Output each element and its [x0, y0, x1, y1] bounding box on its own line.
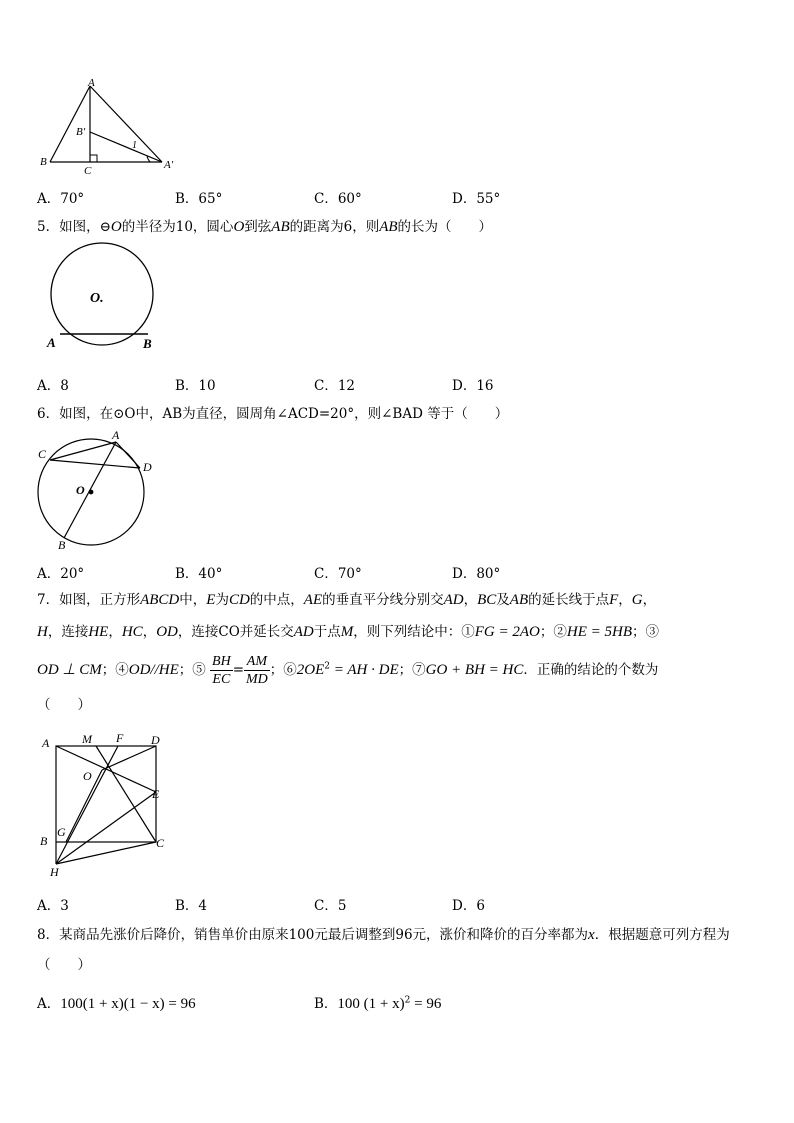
q7-option-b: B．4 [175, 898, 208, 914]
fig7-label-o: O [83, 769, 92, 783]
q7-line-3: OD ⊥ CM；④OD//HE；⑤ $\frac{BH}{EC}$ = $\frac{AM}{MD}$ ；$⑥2OE^2$ = AH · DE；⑦GO + BH = HC．正确的结论的个数为 [37, 654, 659, 687]
square-figure [36, 730, 176, 880]
fig7-label-e: E [152, 787, 160, 801]
q6-option-c: C．70° [314, 566, 362, 582]
fig5-label-a: A [47, 335, 56, 350]
circle-chord-figure [40, 240, 170, 360]
fig4-label-b: B [40, 156, 47, 168]
fraction-am-md: $\frac{AM}{MD}$ [246, 654, 268, 687]
q4-option-c: C．60° [314, 191, 362, 207]
fig5-label-b: B [143, 336, 152, 351]
q6-option-b: B．40° [175, 566, 223, 582]
fig7-label-f: F [116, 731, 124, 745]
q7-option-c: C．5 [314, 898, 347, 914]
fig7-label-c: C [156, 836, 165, 850]
q5-question: 5．如图，⊖O的半径为10，圆心O到弦AB的距离为6，则AB的长为（ ） [37, 219, 493, 235]
fig6-label-c: C [38, 447, 47, 461]
fig7-label-a: A [42, 736, 50, 750]
fig4-label-c: C [84, 165, 92, 177]
fig4-label-b-prime: B′ [76, 126, 86, 138]
q7-option-d: D．6 [452, 898, 485, 914]
q4-option-d: D．55° [452, 191, 501, 207]
q6-option-a: A．20° [37, 566, 85, 582]
fig4-label-a-prime: A′ [164, 159, 174, 171]
q8-option-a: A．100(1 + x)(1 − x) = 96 [37, 996, 196, 1012]
q6-question: 6．如图，在⊙O中，AB为直径，圆周角∠ACD=20°，则∠BAD 等于（ ） [37, 406, 509, 422]
triangle-figure [36, 76, 196, 176]
q5-option-b: B．10 [175, 378, 216, 394]
fig6-label-b: B [58, 538, 66, 552]
fig6-label-d: D [143, 460, 152, 474]
fig6-label-a: A [112, 428, 120, 442]
q5-option-d: D．16 [452, 378, 494, 394]
fig4-angle-label: 1 [132, 140, 137, 151]
fig6-label-o: O [76, 483, 85, 497]
q4-option-b: B．65° [175, 191, 223, 207]
fig5-center-label: O. [90, 291, 104, 306]
q4-option-a: A．70° [37, 191, 85, 207]
q8-option-b: B．100 $(1 + x)^2 = 96$ [314, 995, 442, 1012]
fig7-label-h: H [50, 865, 59, 879]
fig4-label-a: A [88, 77, 95, 89]
circle-diameter-figure [36, 428, 166, 553]
q7-line-2: H，连接HE，HC，OD，连接CO并延长交AD于点M，则下列结论中：①FG = 2AO；②HE = 5HB；③ [37, 624, 660, 640]
q5-option-a: A．8 [37, 378, 69, 394]
fig7-label-g: G [57, 825, 66, 839]
q5-option-c: C．12 [314, 378, 356, 394]
q7-option-a: A．3 [37, 898, 69, 914]
q7-line-4: （ ） [37, 697, 91, 713]
q8-line-2: （ ） [37, 957, 91, 973]
q8-question: 8．某商品先涨价后降价，销售单价由原来100元最后调整到96元，涨价和降价的百分率都为x．根据题意可列方程为 [37, 927, 730, 943]
fraction-bh-ec: $\frac{BH}{EC}$ [212, 654, 231, 687]
q6-option-d: D．80° [452, 566, 501, 582]
q7-line-1: 7．如图，正方形ABCD中，E为CD的中点，AE的垂直平分线分别交AD，BC及AB的延长线于点F，G， [37, 592, 657, 608]
fig7-label-b: B [40, 834, 48, 848]
fig7-label-m: M [82, 732, 92, 746]
fig7-label-d: D [151, 733, 160, 747]
